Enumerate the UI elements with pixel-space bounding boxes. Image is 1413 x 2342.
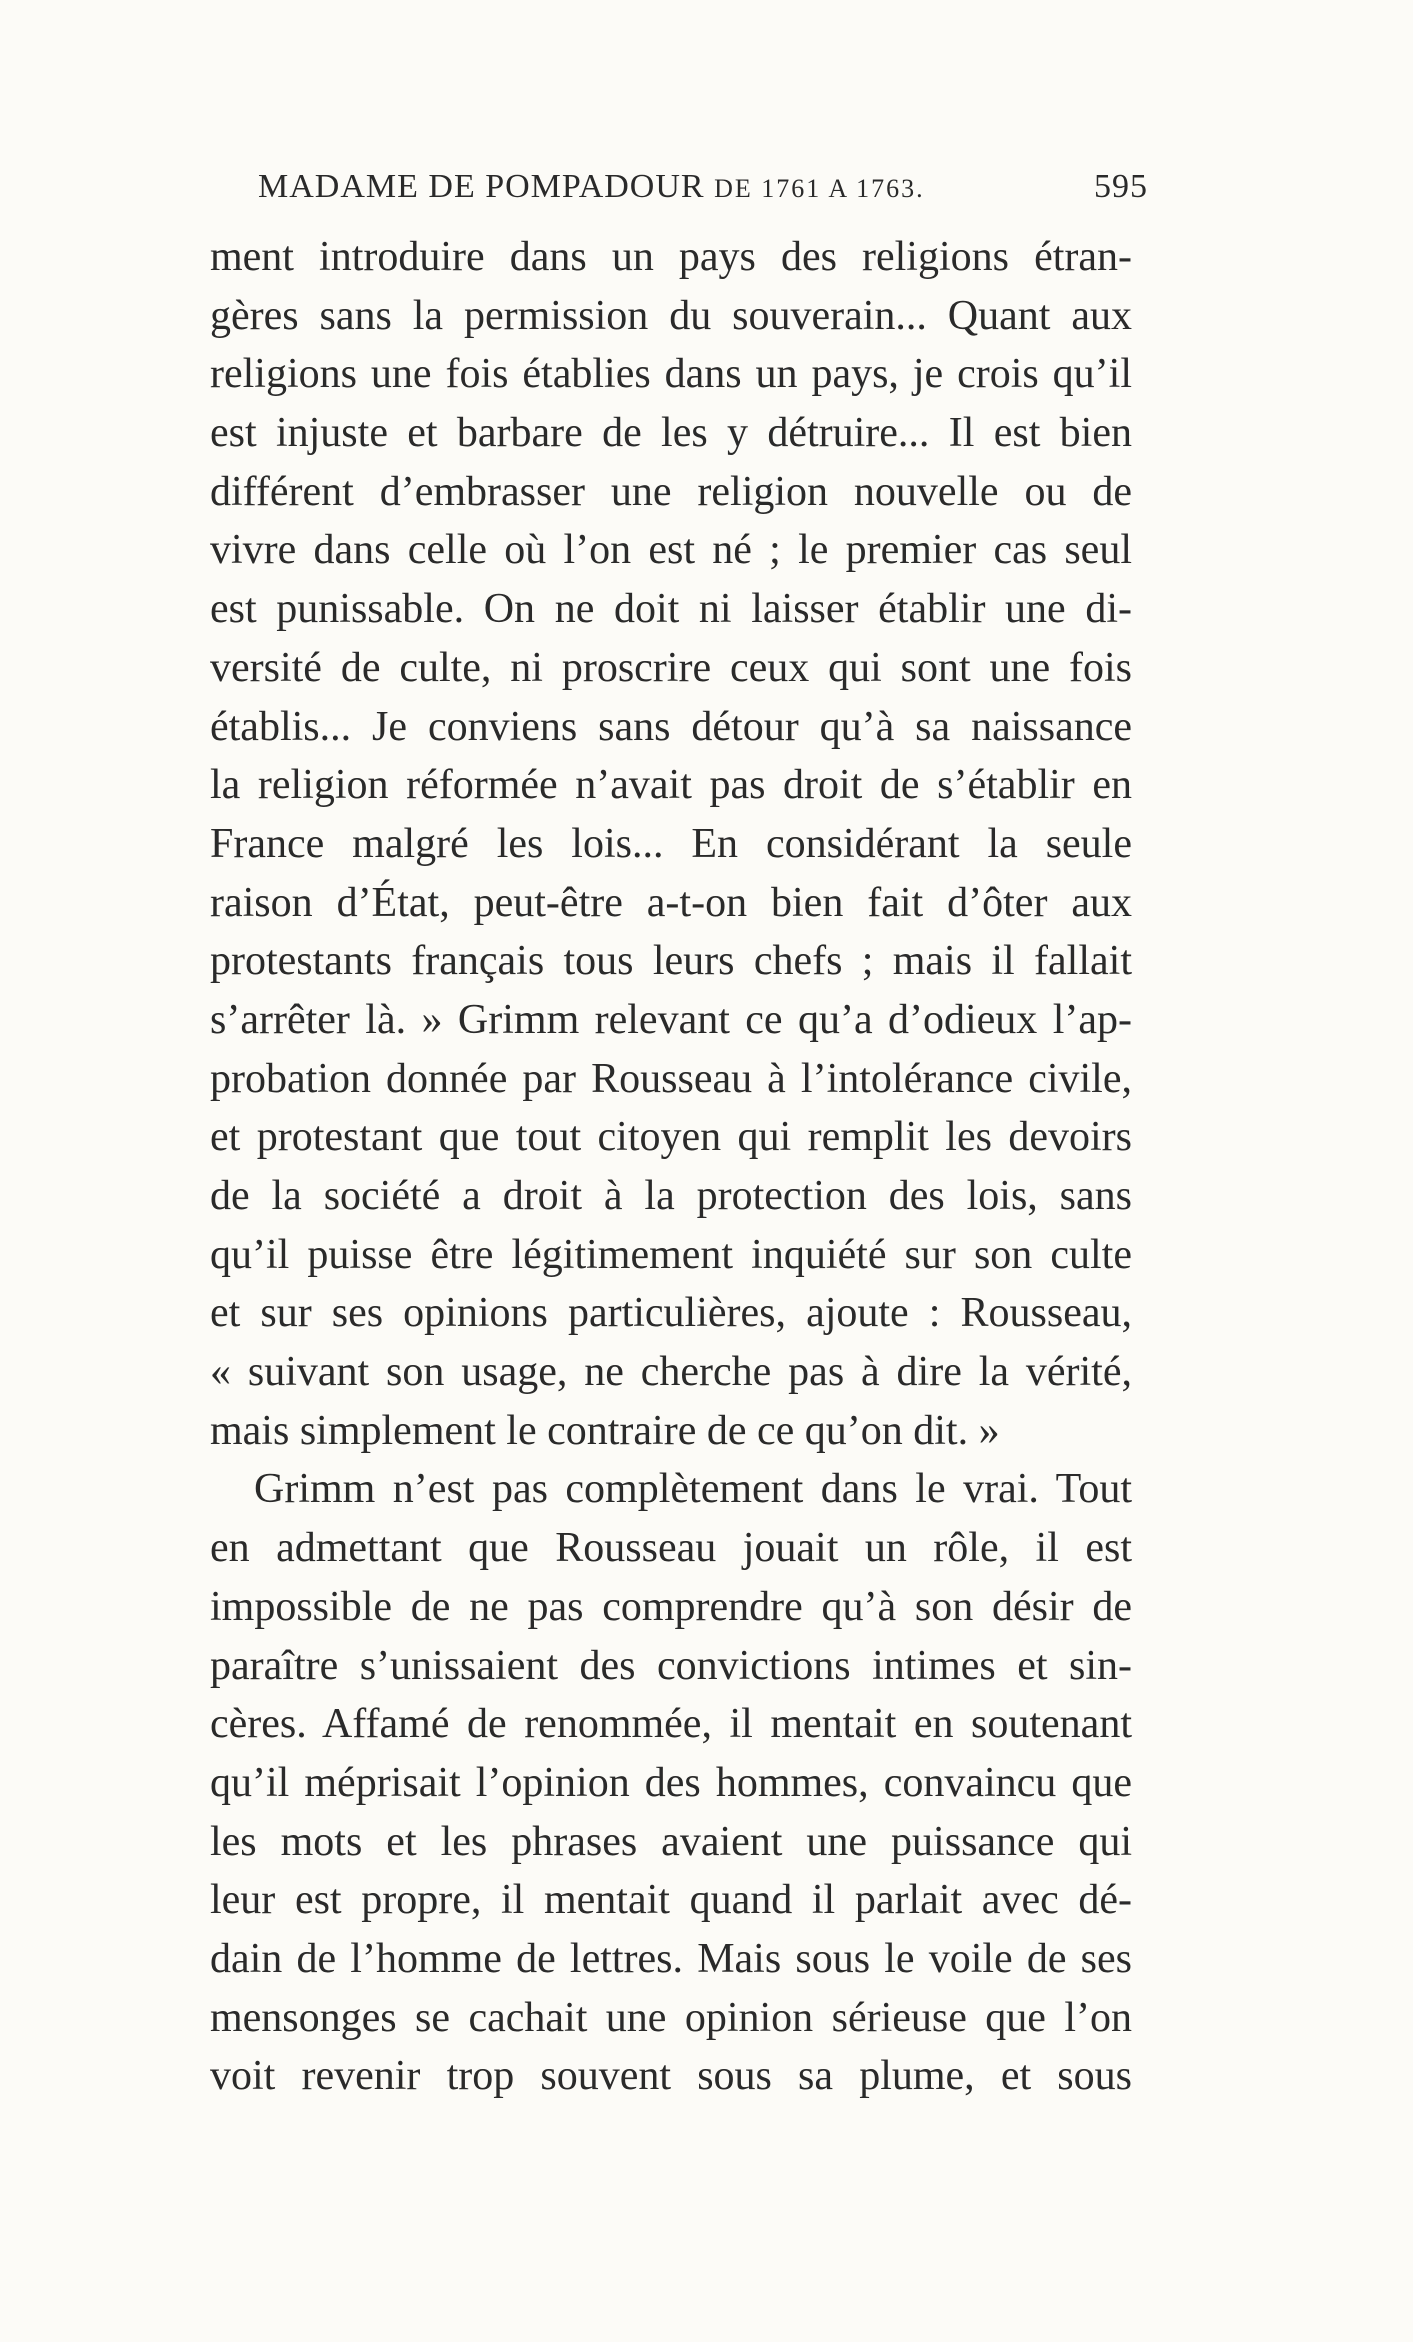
running-title — [258, 168, 925, 206]
paragraph-start-line: Grimm n’est pas complètement dans le vrai. Tout — [254, 1466, 1132, 1513]
text-line: cères. Affamé de renommée, il mentait en soutenant — [210, 1701, 1132, 1748]
text-line: versité de culte, ni proscrire ceux qui sont une fois — [210, 644, 1132, 691]
text-line: mensonges se cachait une opinion sérieuse que l’on — [210, 1994, 1132, 2041]
text-line: raison d’État, peut-être a-t-on bien fait d’ôter aux — [210, 879, 1132, 926]
text-line: protestants français tous leurs chefs ; mais il fallait — [210, 938, 1132, 985]
text-line: qu’il puisse être légitimement inquiété sur son culte — [210, 1231, 1132, 1278]
text-line: les mots et les phrases avaient une puissance qui — [210, 1818, 1132, 1865]
text-line: religions une fois établies dans un pays, je crois qu’il — [210, 351, 1132, 398]
running-title-dates: DE 1761 A 1763. — [714, 174, 925, 203]
text-line: s’arrêter là. » Grimm relevant ce qu’a d’odieux l’ap- — [210, 996, 1132, 1043]
page-number: 595 — [1094, 168, 1148, 205]
text-line: dain de l’homme de lettres. Mais sous le voile de ses — [210, 1935, 1132, 1982]
running-title-main: MADAME DE POMPADOUR — [258, 168, 705, 205]
text-line: et sur ses opinions particulières, ajoute : Rousseau, — [210, 1290, 1132, 1337]
text-line: ment introduire dans un pays des religions étran- — [210, 234, 1132, 280]
body-text — [210, 228, 1132, 2106]
text-line: leur est propre, il mentait quand il parlait avec dé- — [210, 1877, 1132, 1924]
text-line: de la société a droit à la protection des lois, sans — [210, 1173, 1132, 1219]
text-line: France malgré les lois... En considérant la seule — [210, 820, 1132, 867]
text-line: qu’il méprisait l’opinion des hommes, convaincu que — [210, 1759, 1132, 1806]
text-line: probation donnée par Rousseau à l’intolérance civile, — [210, 1055, 1132, 1102]
text-line: et protestant que tout citoyen qui remplit les devoirs — [210, 1114, 1132, 1161]
paragraph-end-line: mais simplement le contraire de ce qu’on dit. » — [210, 1407, 1000, 1454]
running-head — [258, 168, 1148, 216]
text-line: établis... Je conviens sans détour qu’à sa naissance — [210, 703, 1132, 750]
text-line: gères sans la permission du souverain... Quant aux — [210, 292, 1132, 339]
text-line: paraître s’unissaient des convictions intimes et sin- — [210, 1642, 1132, 1689]
text-line: voit revenir trop souvent sous sa plume, et sous — [210, 2053, 1132, 2100]
text-line: « suivant son usage, ne cherche pas à dire la vérité, — [210, 1349, 1132, 1396]
text-line: la religion réformée n’avait pas droit de s’établir en — [210, 762, 1132, 809]
text-line: en admettant que Rousseau jouait un rôle, il est — [210, 1525, 1132, 1572]
text-line: est injuste et barbare de les y détruire... Il est bien — [210, 410, 1132, 457]
text-line: différent d’embrasser une religion nouvelle ou de — [210, 468, 1132, 515]
text-line: vivre dans celle où l’on est né ; le premier cas seul — [210, 527, 1132, 574]
text-line: est punissable. On ne doit ni laisser établir une di- — [210, 586, 1132, 633]
text-line: impossible de ne pas comprendre qu’à son désir de — [210, 1583, 1132, 1630]
